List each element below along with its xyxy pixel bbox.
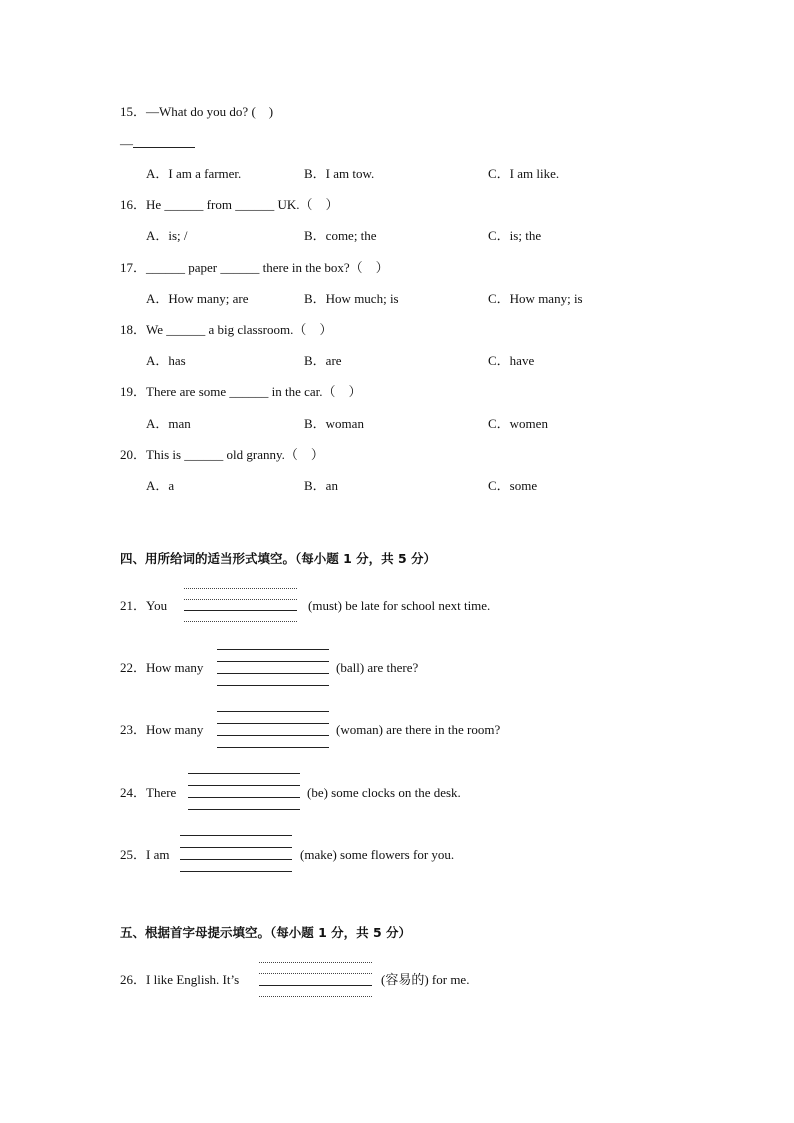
option-b[interactable]: B．woman bbox=[304, 416, 364, 431]
guide-line bbox=[184, 621, 297, 622]
option-a[interactable]: A．a bbox=[146, 478, 175, 493]
question-25-suffix: (make) some flowers for you. bbox=[300, 847, 455, 862]
guide-line bbox=[217, 711, 329, 712]
question-number: 16． bbox=[120, 197, 147, 212]
question-number: 15． bbox=[120, 104, 147, 119]
guide-line bbox=[184, 588, 297, 589]
question-22-prefix: 22．How many bbox=[120, 660, 204, 675]
option-b[interactable]: B．I am tow. bbox=[304, 166, 375, 181]
guide-line bbox=[184, 599, 297, 600]
question-26-suffix: (容易的) for me. bbox=[381, 972, 470, 987]
option-b[interactable]: B．an bbox=[304, 478, 338, 493]
question-24-suffix: (be) some clocks on the desk. bbox=[307, 785, 461, 800]
question-20 bbox=[120, 447, 324, 463]
question-number: 17． bbox=[120, 260, 147, 275]
guide-line bbox=[217, 661, 329, 662]
answer-blank-26[interactable] bbox=[259, 985, 372, 986]
answer-blank-24[interactable] bbox=[188, 797, 300, 798]
option-a[interactable]: A．man bbox=[146, 416, 191, 431]
question-15 bbox=[120, 104, 273, 120]
guide-line bbox=[259, 996, 372, 997]
question-text: This is ______ old granny.（ ） bbox=[146, 447, 324, 462]
answer-blank-25[interactable] bbox=[180, 859, 292, 860]
answer-paren: ( ) bbox=[251, 104, 274, 119]
guide-line bbox=[217, 685, 329, 686]
guide-line bbox=[188, 785, 300, 786]
answer-blank-21[interactable] bbox=[184, 610, 297, 611]
option-a[interactable]: A．has bbox=[146, 353, 186, 368]
guide-line bbox=[217, 723, 329, 724]
option-c[interactable]: C．have bbox=[488, 353, 535, 368]
question-25-prefix: 25．I am bbox=[120, 847, 170, 862]
answer-blank[interactable] bbox=[133, 137, 195, 148]
question-26-prefix: 26．I like English. It’s bbox=[120, 972, 240, 987]
option-b[interactable]: B．How much; is bbox=[304, 291, 399, 306]
question-16 bbox=[120, 197, 338, 213]
question-24-prefix: 24．There bbox=[120, 785, 177, 800]
question-19 bbox=[120, 384, 362, 400]
option-c[interactable]: C．is; the bbox=[488, 228, 542, 243]
guide-line bbox=[180, 871, 292, 872]
question-text: There are some ______ in the car.（ ） bbox=[146, 384, 362, 399]
option-c[interactable]: C．women bbox=[488, 416, 548, 431]
guide-line bbox=[180, 847, 292, 848]
guide-line bbox=[188, 809, 300, 810]
option-c[interactable]: C．I am like. bbox=[488, 166, 560, 181]
question-number: 19． bbox=[120, 384, 147, 399]
question-text: We ______ a big classroom.（ ） bbox=[146, 322, 333, 337]
option-a[interactable]: A．How many; are bbox=[146, 291, 249, 306]
option-c[interactable]: C．How many; is bbox=[488, 291, 583, 306]
option-b[interactable]: B．come; the bbox=[304, 228, 377, 243]
section-4-title: 四、用所给词的适当形式填空。（每小题 1 分，共 5 分） bbox=[120, 551, 437, 566]
question-number: 20． bbox=[120, 447, 147, 462]
answer-blank-22[interactable] bbox=[217, 673, 329, 674]
section-5-title: 五、根据首字母提示填空。（每小题 1 分，共 5 分） bbox=[120, 925, 412, 940]
guide-line bbox=[217, 649, 329, 650]
guide-line bbox=[259, 962, 372, 963]
question-text: ______ paper ______ there in the box?（ ） bbox=[146, 260, 389, 275]
guide-line bbox=[180, 835, 292, 836]
question-text: —What do you do? bbox=[146, 104, 249, 119]
option-b[interactable]: B．are bbox=[304, 353, 342, 368]
answer-blank-23[interactable] bbox=[217, 735, 329, 736]
answer-line-15: — bbox=[120, 136, 195, 152]
question-text: He ______ from ______ UK.（ ） bbox=[146, 197, 339, 212]
guide-line bbox=[259, 973, 372, 974]
guide-line bbox=[217, 747, 329, 748]
question-21-suffix: (must) be late for school next time. bbox=[308, 598, 491, 613]
question-23-suffix: (woman) are there in the room? bbox=[336, 722, 501, 737]
option-a[interactable]: A．I am a farmer. bbox=[146, 166, 242, 181]
guide-line bbox=[188, 773, 300, 774]
question-23-prefix: 23．How many bbox=[120, 722, 204, 737]
question-number: 18． bbox=[120, 322, 147, 337]
option-a[interactable]: A．is; / bbox=[146, 228, 188, 243]
question-17 bbox=[120, 260, 389, 276]
question-22-suffix: (ball) are there? bbox=[336, 660, 419, 675]
question-18 bbox=[120, 322, 332, 338]
option-c[interactable]: C．some bbox=[488, 478, 538, 493]
question-21-prefix: 21．You bbox=[120, 598, 168, 613]
